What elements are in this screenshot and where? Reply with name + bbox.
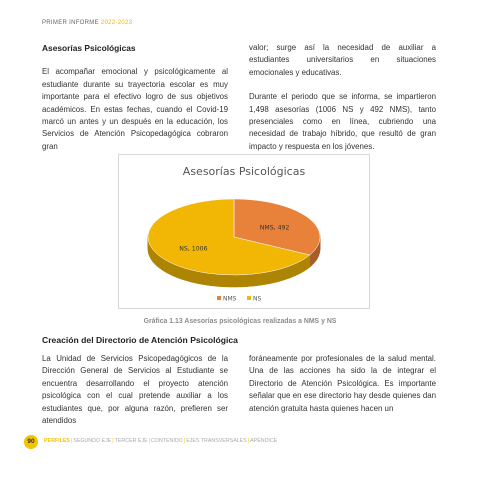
nav-separator: | xyxy=(183,438,186,444)
footer-nav-item[interactable]: CONTENIDO xyxy=(151,438,183,444)
right-paragraph-1: valor; surge así la necesidad de auxiliar a estudiantes universitarios en situaciones emocionales y educativas. xyxy=(249,43,436,77)
right-paragraph-2: Durante el periodo que se informa, se impartieron 1,498 asesorías (1006 NS y 492 NMS), tanto presenciales como en línea, cubriendo una necesidad de trabajo híbrido, que resultó de gran impacto y respuesta en los jóvenes. xyxy=(249,92,436,151)
footer-nav-item[interactable]: EJES TRANSVERSALES xyxy=(186,438,247,444)
footer-nav-item[interactable]: PERFILES xyxy=(44,438,70,444)
page-number: 90 xyxy=(24,435,38,449)
header-label: PRIMER INFORME xyxy=(42,20,99,26)
nav-separator: | xyxy=(148,438,151,444)
section2-left-paragraph: La Unidad de Servicios Psicopedagógicos de la Dirección General de Servicios al Estudiante se encuentra desarrollando el proyecto atención psicológica con el cual pretende auxiliar a los estudiantes que, por alguna razón, prefieren ser atendidos xyxy=(42,354,228,426)
section-heading-asesorias: Asesorías Psicológicas xyxy=(42,43,136,53)
legend-swatch-ns xyxy=(247,296,251,300)
footer-nav-item[interactable]: SEGUNDO EJE xyxy=(73,438,112,444)
section2-right-paragraph: foráneamente por profesionales de la salud mental. Una de las acciones ha sido la de integrar el Directorio de Atención Psicológica. Es importante señalar que en ese directorio hay desde quienes dan atención gratuita hasta quienes hacen un xyxy=(249,354,436,413)
pie-chart xyxy=(119,155,369,308)
right-column xyxy=(249,42,436,153)
header-year: 2022-2023 xyxy=(100,20,133,26)
left-column xyxy=(42,42,228,153)
footer-nav-item[interactable]: APÉNDICE xyxy=(250,438,278,444)
figure-caption: Gráfica 1.13 Asesorías psicológicas realizadas a NMS y NS xyxy=(143,318,337,325)
footer-nav xyxy=(44,438,277,444)
legend-swatch-nms xyxy=(217,296,221,300)
nav-separator: | xyxy=(70,438,73,444)
legend-item-nms: NMS xyxy=(223,295,237,303)
footer xyxy=(0,432,480,452)
pie-chart-box xyxy=(118,154,370,309)
nav-separator: | xyxy=(112,438,114,444)
footer-nav-item[interactable]: TERCER EJE xyxy=(114,438,148,444)
chart-title: Asesorías Psicológicas xyxy=(182,165,306,178)
running-header xyxy=(42,20,132,26)
pie-label-ns: NS, 1006 xyxy=(179,245,208,253)
nav-separator: | xyxy=(247,438,250,444)
pie-label-nms: NMS, 492 xyxy=(259,224,290,232)
left-paragraph: El acompañar emocional y psicológicamente al estudiante durante su trayectoria escolar es muy importante para el efectivo logro de sus objetivos académicos. En estas fechas, cuando el Covid-19 marcó un antes y un después en la educación, los Servicios de Atención Psicopedagógica cobraron gran xyxy=(42,67,228,151)
legend-item-ns: NS xyxy=(253,295,262,303)
chart-legend xyxy=(217,296,261,303)
section-heading-directorio: Creación del Directorio de Atención Psicológica xyxy=(42,335,238,345)
